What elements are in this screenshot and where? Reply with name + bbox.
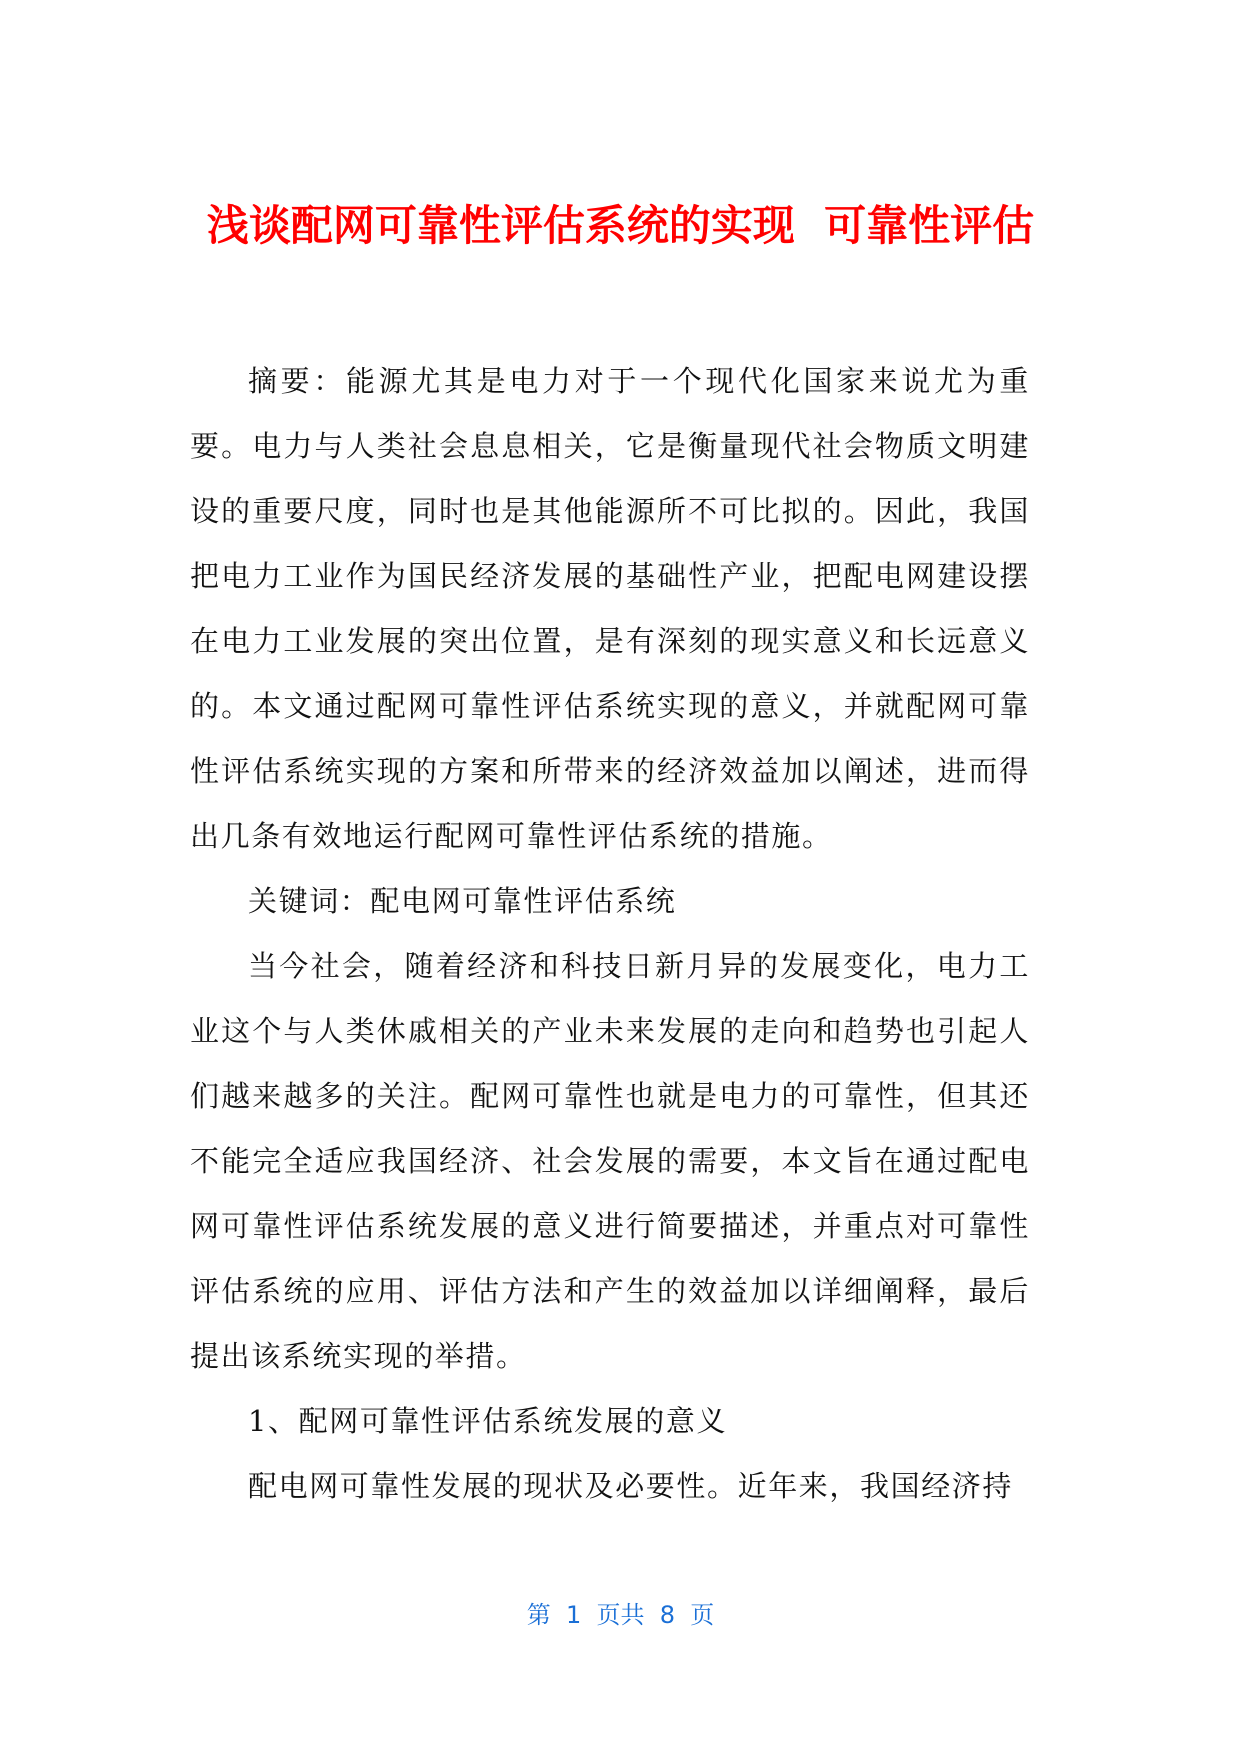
document-title: 浅谈配网可靠性评估系统的实现 可靠性评估 (206, 201, 1035, 250)
intro-paragraph: 当今社会，随着经济和科技日新月异的发展变化，电力工业这个与人类休戚相关的产业未来发展的走向和趋势也引起人们越来越多的关注。配网可靠性也就是电力的可靠性，但其还不能完全适应我国经济、社会发展的需要，本文旨在通过配电网可靠性评估系统发展的意义进行简要描述，并重点对可靠性评估系统的应用、评估方法和产生的效益加以详细阐释，最后提出该系统实现的举措。 (190, 949, 1030, 1373)
page-number-footer: 第 1 页共 8 页 (526, 1601, 715, 1629)
abstract-paragraph: 摘要：能源尤其是电力对于一个现代化国家来说尤为重要。电力与人类社会息息相关，它是衡量现代社会物质文明建设的重要尺度，同时也是其他能源所不可比拟的。因此，我国把电力工业作为国民经济发展的基础性产业，把配电网建设摆在电力工业发展的突出位置，是有深刻的现实意义和长远意义的。本文通过配网可靠性评估系统实现的意义，并就配网可靠性评估系统实现的方案和所带来的经济效益加以阐述，进而得出几条有效地运行配网可靠性评估系统的措施。 (190, 364, 1030, 853)
document-body (190, 349, 1030, 1519)
section-paragraph: 配电网可靠性发展的现状及必要性。近年来，我国经济持 (248, 1469, 1014, 1503)
keywords-paragraph: 关键词：配电网可靠性评估系统 (248, 884, 677, 918)
section-heading: 1、配网可靠性评估系统发展的意义 (248, 1404, 728, 1438)
